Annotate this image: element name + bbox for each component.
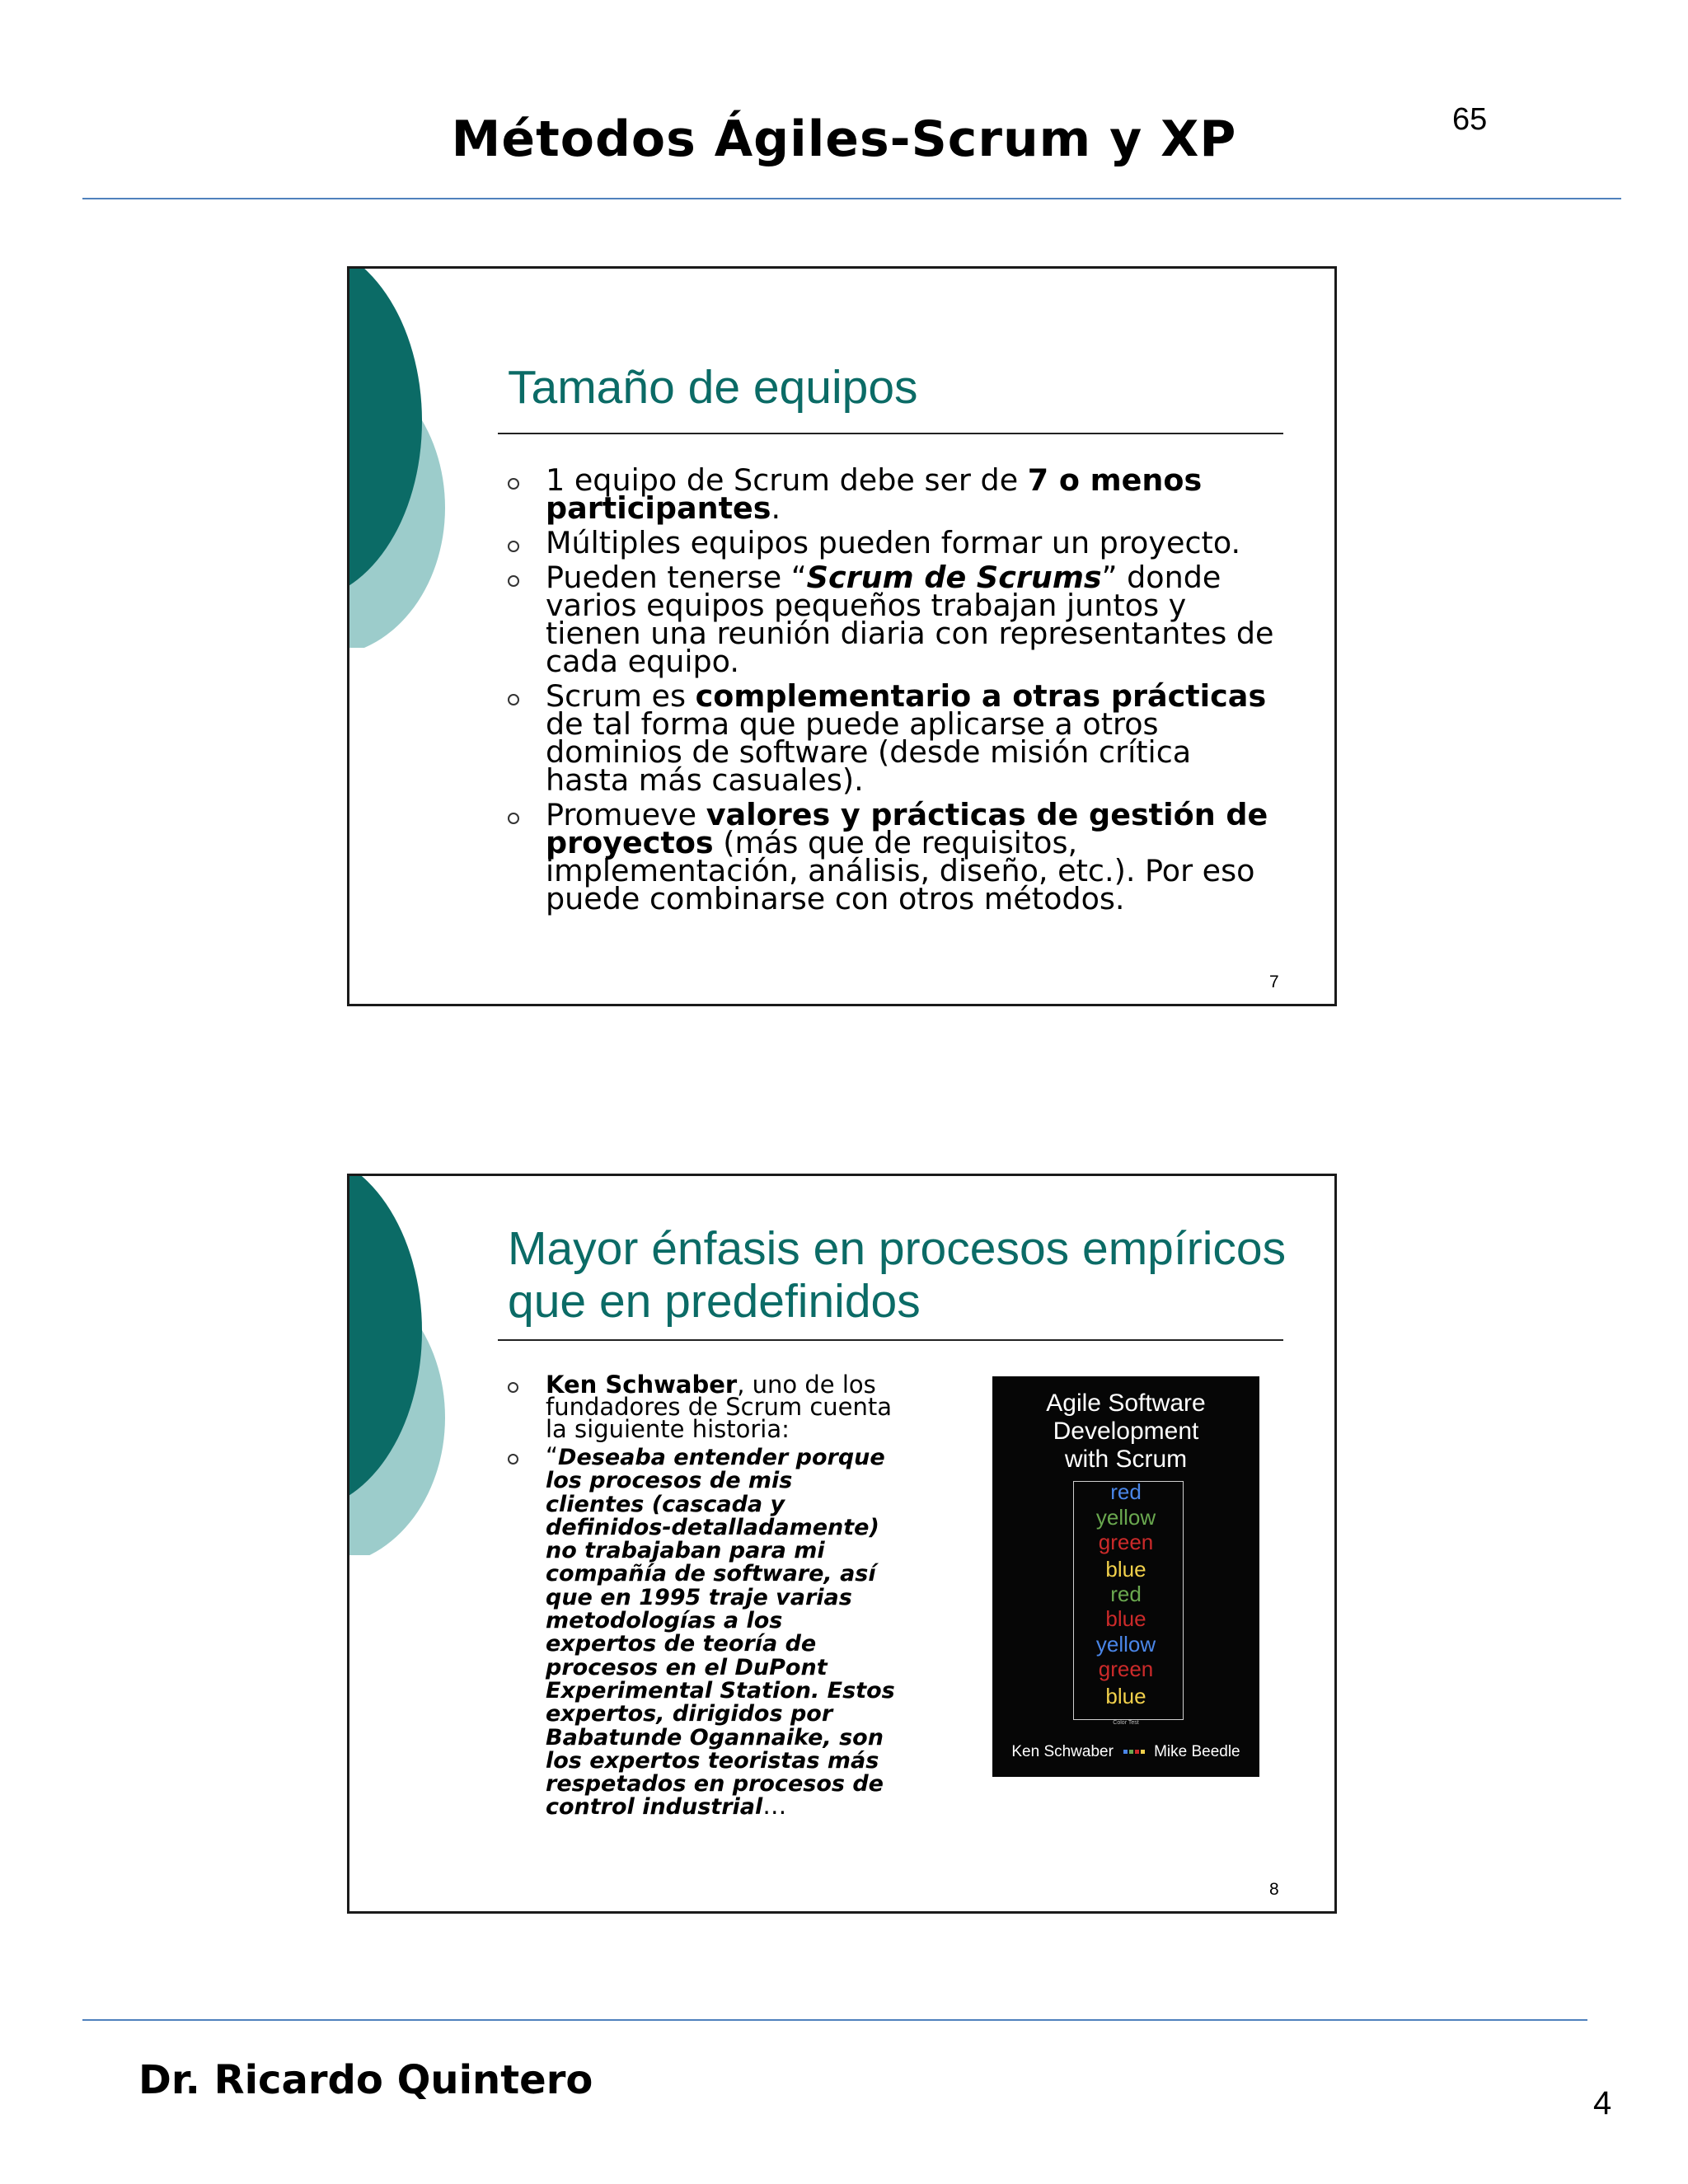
bullet-circle-icon [508,541,519,552]
bullet-list [508,1371,895,1824]
bullet-text: , uno de los fundadores de Scrum cuenta la siguiente historia: [546,1371,893,1443]
bullet-text: de tal forma que puede aplicarse a otros dominios de software (desde misión crítica hasta más casuales). [546,706,1192,798]
bullet-bold-text: complementario a otras prácticas [695,678,1267,714]
book-author: Mike Beedle [1154,1743,1240,1760]
color-word: yellow [1095,1505,1156,1530]
bullet-circle-icon [508,575,519,587]
slide-title-line: Mayor énfasis en procesos empíricos [508,1222,1287,1275]
bullet-circle-icon [508,1382,518,1393]
list-item [508,525,1274,560]
color-word: red [1110,1479,1142,1504]
slide-number: 8 [1269,1880,1279,1899]
bullet-text: Pueden tenerse “ [546,560,807,595]
book-title-line: Agile Software [1046,1390,1206,1417]
book-cover-image [992,1376,1259,1777]
bullet-bold-text: valores y prácticas de gestión de proyectos [546,797,1268,860]
slide-tamano-equipos [347,266,1337,1006]
page-number-top: 65 [1452,102,1488,137]
color-word: green [1098,1657,1154,1681]
color-word: red [1110,1582,1142,1606]
quote-text: Deseaba entender porque los procesos de mis clientes (cascada y definidos-detalladamente) no trabajaban para mi compañía de software, así que en 1995 traje varias metodologías a los expertos de teoría de procesos en el DuPont Experimental Station. Estos expertos, dirigidos por Babatunde Ogannaike, son los expertos teoristas más respetados en procesos de control industrial [546,1445,895,1821]
bullet-circle-icon [508,694,519,705]
book-authors [992,1743,1259,1761]
ellipsis: … [762,1792,787,1821]
color-test-caption: Color Test [1113,1720,1139,1726]
slide-number: 7 [1269,972,1279,991]
color-squares-icon [1118,1743,1150,1760]
book-author: Ken Schwaber [1011,1743,1114,1760]
list-item [508,678,1274,798]
bullet-circle-icon [508,1454,518,1465]
quote-mark: “ [546,1442,559,1470]
header-rule [82,198,1621,199]
bullet-bold-text: 7 o menos participantes [546,462,1203,526]
bullet-circle-icon [508,478,519,490]
list-item [508,1371,895,1443]
page-title: Métodos Ágiles-Scrum y XP [451,110,1237,168]
slide-decoration [349,1176,448,1555]
list-item [508,1442,895,1821]
bullet-text: Múltiples equipos pueden formar un proyecto. [546,525,1241,560]
bullet-text: Promueve [546,797,706,832]
book-title-line: Development [1053,1418,1199,1445]
color-word: blue [1105,1606,1146,1631]
bullet-bold-text: Ken Schwaber [546,1371,738,1399]
bullet-text: (más que de requisitos, implementación, análisis, diseño, etc.). Por eso puede combinarse con otros métodos. [546,825,1255,916]
footer-rule [82,2019,1587,2021]
color-word: yellow [1095,1632,1156,1657]
bullet-list [508,462,1274,920]
color-word: blue [1105,1557,1146,1582]
slide-title [508,1222,1286,1328]
bullet-text: Scrum es [546,678,696,714]
slide-title-rule [498,433,1283,434]
bullet-text: . [771,490,781,526]
bullet-circle-icon [508,813,519,824]
slide-title-line: que en predefinidos [508,1275,921,1328]
bullet-text: 1 equipo de Scrum debe ser de [546,462,1028,498]
color-word: green [1098,1530,1154,1554]
book-title [992,1390,1259,1474]
list-item [508,462,1274,526]
slide-procesos-empiricos [347,1174,1337,1914]
slide-title-rule [498,1339,1283,1341]
list-item [508,797,1274,916]
list-item [508,560,1274,679]
bullet-bold-italic-text: Scrum de Scrums [806,560,1102,595]
page-number-bottom: 4 [1593,2085,1612,2121]
slide-title: Tamaño de equipos [508,361,918,414]
color-word: blue [1105,1684,1146,1708]
book-title-line: with Scrum [1064,1446,1188,1473]
bullet-text: ” donde varios equipos pequeños trabajan juntos y tienen una reunión diaria con representantes de cada equipo. [546,560,1274,679]
slide-decoration [349,269,448,648]
footer-author: Dr. Ricardo Quintero [138,2057,593,2103]
